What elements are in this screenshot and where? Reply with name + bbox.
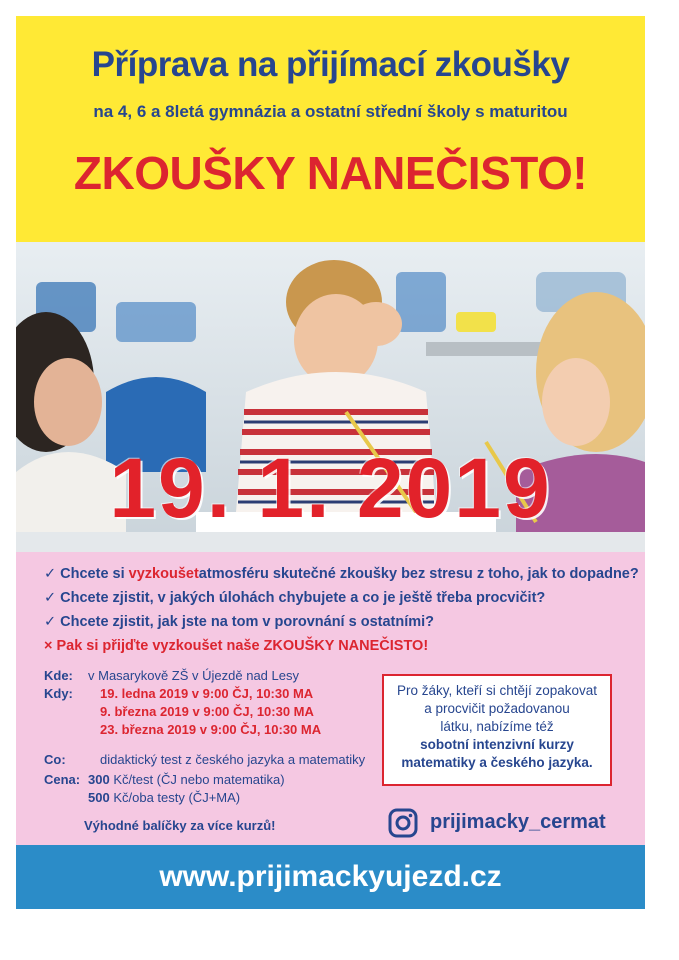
offer-line: matematiky a českého jazyka. [401, 755, 593, 770]
price-row [44, 772, 285, 787]
list-item [44, 638, 639, 662]
price-second [88, 790, 240, 805]
where-value: v Masarykově ZŠ v Újezdě nad Lesy [88, 668, 299, 683]
cross-icon: × [44, 638, 53, 654]
price-label: Cena: [44, 772, 81, 787]
courses-box [382, 674, 612, 786]
poster [16, 16, 645, 909]
question-text: atmosféru skutečné zkoušky bez stresu z toho, jak to dopadne? [198, 566, 639, 582]
offer-line: látku, nabízíme též [440, 719, 554, 734]
question-text: Chcete si [60, 566, 125, 582]
headline: ZKOUŠKY NANEČISTO! [73, 147, 588, 199]
question-text: Chcete zjistit, v jakých úlohách chybujete a co je ještě třeba procvičit? [60, 590, 546, 606]
list-item [44, 590, 639, 614]
list-item [44, 614, 639, 638]
price-amount: 300 [88, 772, 110, 787]
header-banner [16, 16, 645, 242]
question-text: Chcete zjistit, jak jste na tom v porovnání s ostatními? [60, 614, 435, 630]
page-title: Příprava na přijímací zkoušky [91, 45, 570, 84]
date-item: 19. ledna 2019 v 9:00 ČJ, 10:30 MA [100, 686, 314, 701]
price-description: Kč/test (ČJ nebo matematika) [113, 772, 285, 787]
check-icon: ✓ [44, 566, 57, 582]
question-list [44, 566, 639, 662]
date-item: 9. března 2019 v 9:00 ČJ, 10:30 MA [100, 704, 314, 719]
date-item: 23. března 2019 v 9:00 ČJ, 10:30 MA [100, 722, 322, 737]
when-label: Kdy: [44, 686, 73, 701]
offer-line: Pro žáky, kteří si chtějí zopakovat [396, 683, 598, 698]
event-date: 19. 1. 2019 [109, 441, 552, 535]
check-icon: ✓ [44, 614, 57, 630]
what-row [44, 752, 366, 767]
where-label: Kde: [44, 668, 73, 683]
footer-banner [16, 845, 645, 909]
offer-line: a procvičit požadovanou [424, 701, 570, 716]
where-row [44, 668, 299, 683]
packages-note: Výhodné balíčky za více kurzů! [84, 818, 276, 833]
instagram-handle: prijimacky_cermat [430, 811, 606, 833]
offer-line: sobotní intenzivní kurzy [420, 737, 574, 752]
subtitle: na 4, 6 a 8letá gymnázia a ostatní střední školy s maturitou [93, 102, 568, 121]
info-panel [16, 552, 645, 845]
what-value: didaktický test z českého jazyka a matematiky [100, 752, 366, 767]
what-label: Co: [44, 752, 66, 767]
when-row [44, 686, 73, 701]
list-item [44, 566, 639, 590]
question-highlight: vyzkoušet [128, 566, 199, 582]
website-link[interactable]: www.prijimackyujezd.cz [159, 860, 502, 893]
check-icon: ✓ [44, 590, 57, 606]
call-to-action: Pak si přijďte vyzkoušet naše ZKOUŠKY NANEČISTO! [56, 638, 429, 654]
price-first [88, 772, 285, 787]
instagram-icon [388, 808, 418, 838]
price-description: Kč/oba testy (ČJ+MA) [113, 790, 241, 805]
price-amount: 500 [88, 790, 110, 805]
classroom-photo [16, 242, 645, 552]
